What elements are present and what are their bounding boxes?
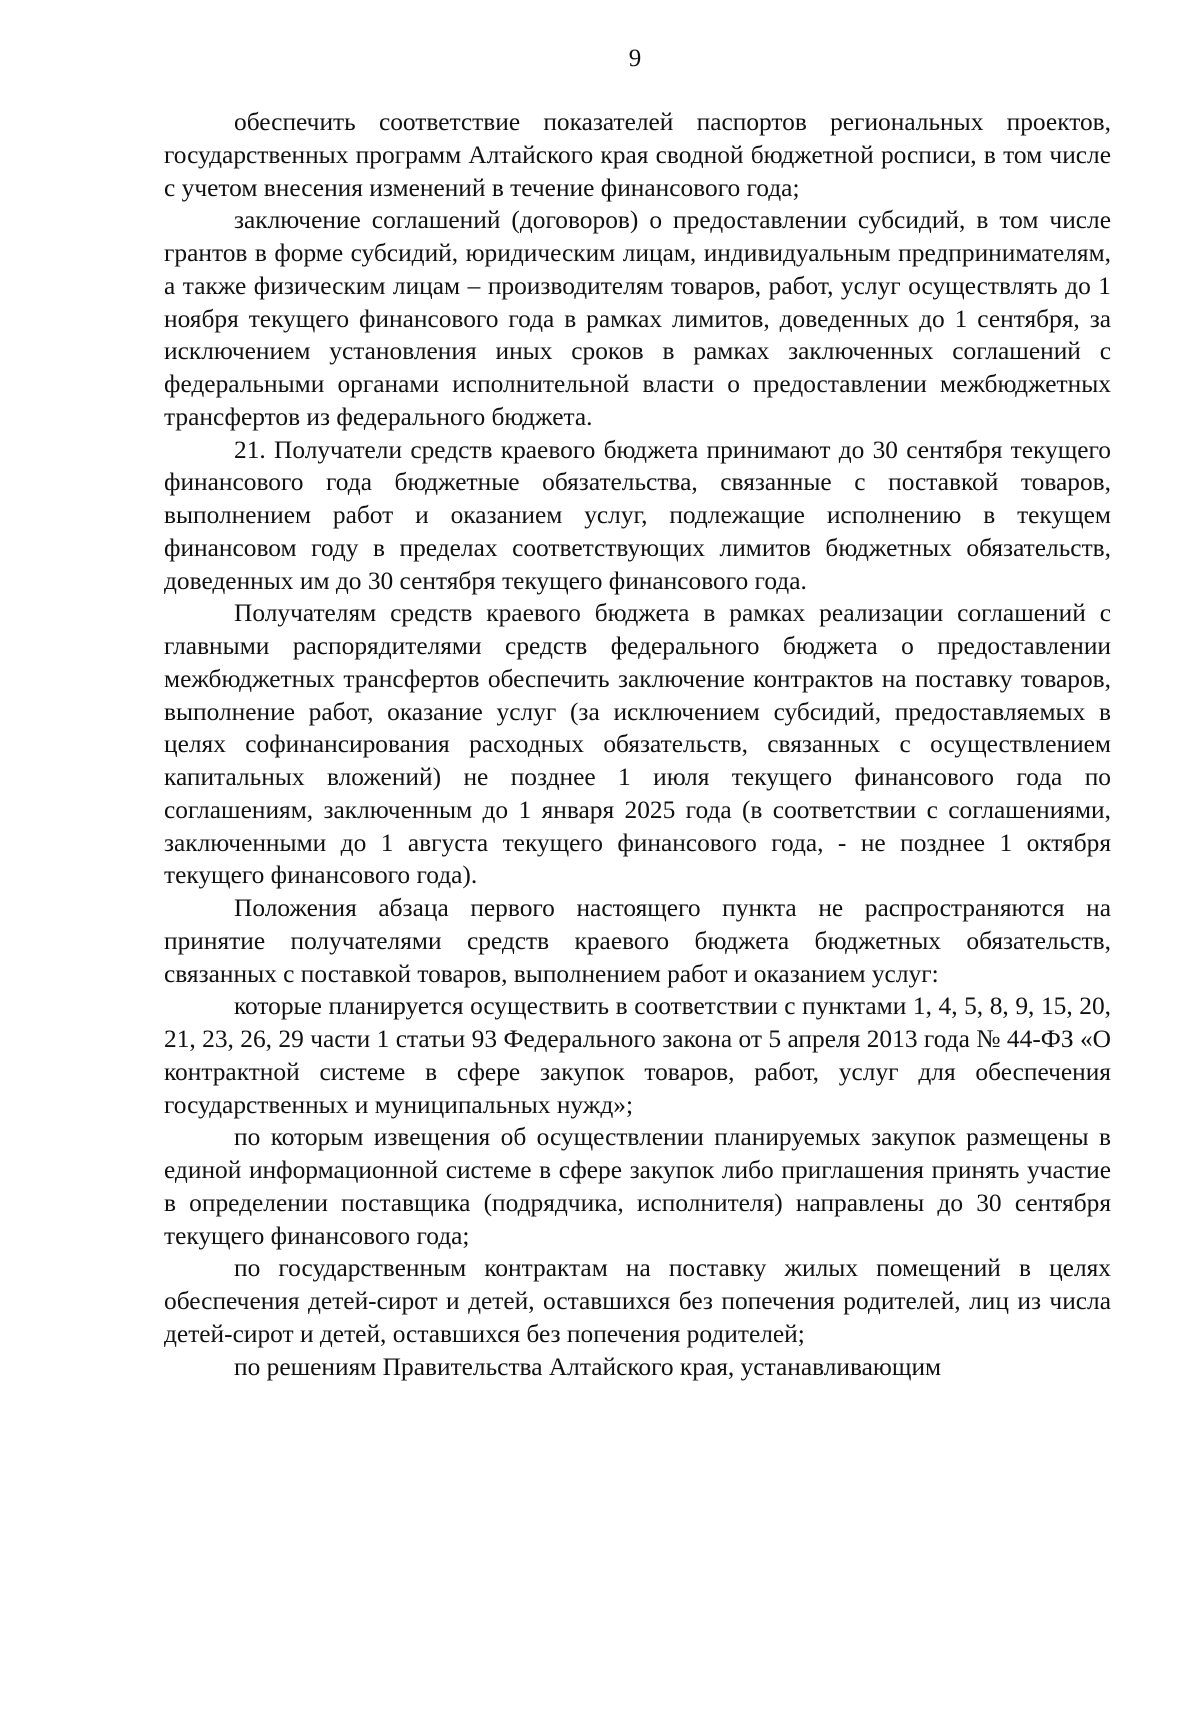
document-body (164, 106, 1111, 1383)
paragraph-exception-government-decisions: по решениям Правительства Алтайского края, устанавливающим (234, 1352, 942, 1381)
paragraph-item-21: 21. Получатели средств краевого бюджета принимают до 30 сентября текущего финансового года бюджетные обязательства, связанные с поставкой товаров, выполнением работ и оказанием услуг, подлежащие исполнению в текущем финансовом году в пределах соответствующих лимитов бюджетных обязательств, доведенных им до 30 сентября текущего финансового года. (164, 435, 1111, 595)
paragraph-exceptions-intro: Положения абзаца первого настоящего пункта не распространяются на принятие получателями средств краевого бюджета бюджетных обязательств, связанных с поставкой товаров, выполнением работ и оказанием услуг: (164, 894, 1111, 988)
paragraph-subsidy-agreements: заключение соглашений (договоров) о предоставлении субсидий, в том числе грантов в форме субсидий, юридическим лицам, индивидуальным предпринимателям, а также физическим лицам – производителям товаров, работ, услуг осуществлять до 1 ноября текущего финансового года в рамках лимитов, доведенных до 1 сентября, за исключением установления иных сроков в рамках заключенных соглашений с федеральными органами исполнительной власти о предоставлении межбюджетных трансфертов из федерального бюджета. (164, 206, 1111, 431)
page-number: 9 (628, 45, 642, 72)
paragraph-federal-agreements: Получателям средств краевого бюджета в рамках реализации соглашений с главными распорядителями средств федерального бюджета о предоставлении межбюджетных трансфертов обеспечить заключение контрактов на поставку товаров, выполнение работ, оказание услуг (за исключением субсидий, предоставляемых в целях софинансирования расходных обязательств, связанных с осуществлением капитальных вложений) не позднее 1 июля текущего финансового года по соглашениям, заключенным до 1 января 2025 года (в соответствии с соглашениями, заключенными до 1 августа текущего финансового года, - не позднее 1 октября текущего финансового года). (164, 599, 1111, 890)
paragraph-exception-law-44fz: которые планируется осуществить в соответствии с пунктами 1, 4, 5, 8, 9, 15, 20, 21, 23, 26, 29 части 1 статьи 93 Федерального закона от 5 апреля 2013 года № 44-ФЗ «О контрактной системе в сфере закупок товаров, работ, услуг для обеспечения государственных и муниципальных нужд»; (164, 992, 1111, 1119)
paragraph-ensure-compliance: обеспечить соответствие показателей паспортов региональных проектов, государственных программ Алтайского края сводной бюджетной росписи, в том числе с учетом внесения изменений в течение финансового года; (164, 108, 1111, 202)
paragraph-exception-housing: по государственным контрактам на поставку жилых помещений в целях обеспечения детей-сирот и детей, оставшихся без попечения родителей, лиц из числа детей-сирот и детей, оставшихся без попечения родителей; (164, 1254, 1111, 1348)
paragraph-exception-notices: по которым извещения об осуществлении планируемых закупок размещены в единой информационной системе в сфере закупок либо приглашения принять участие в определении поставщика (подрядчика, исполнителя) направлены до 30 сентября текущего финансового года; (164, 1123, 1111, 1250)
